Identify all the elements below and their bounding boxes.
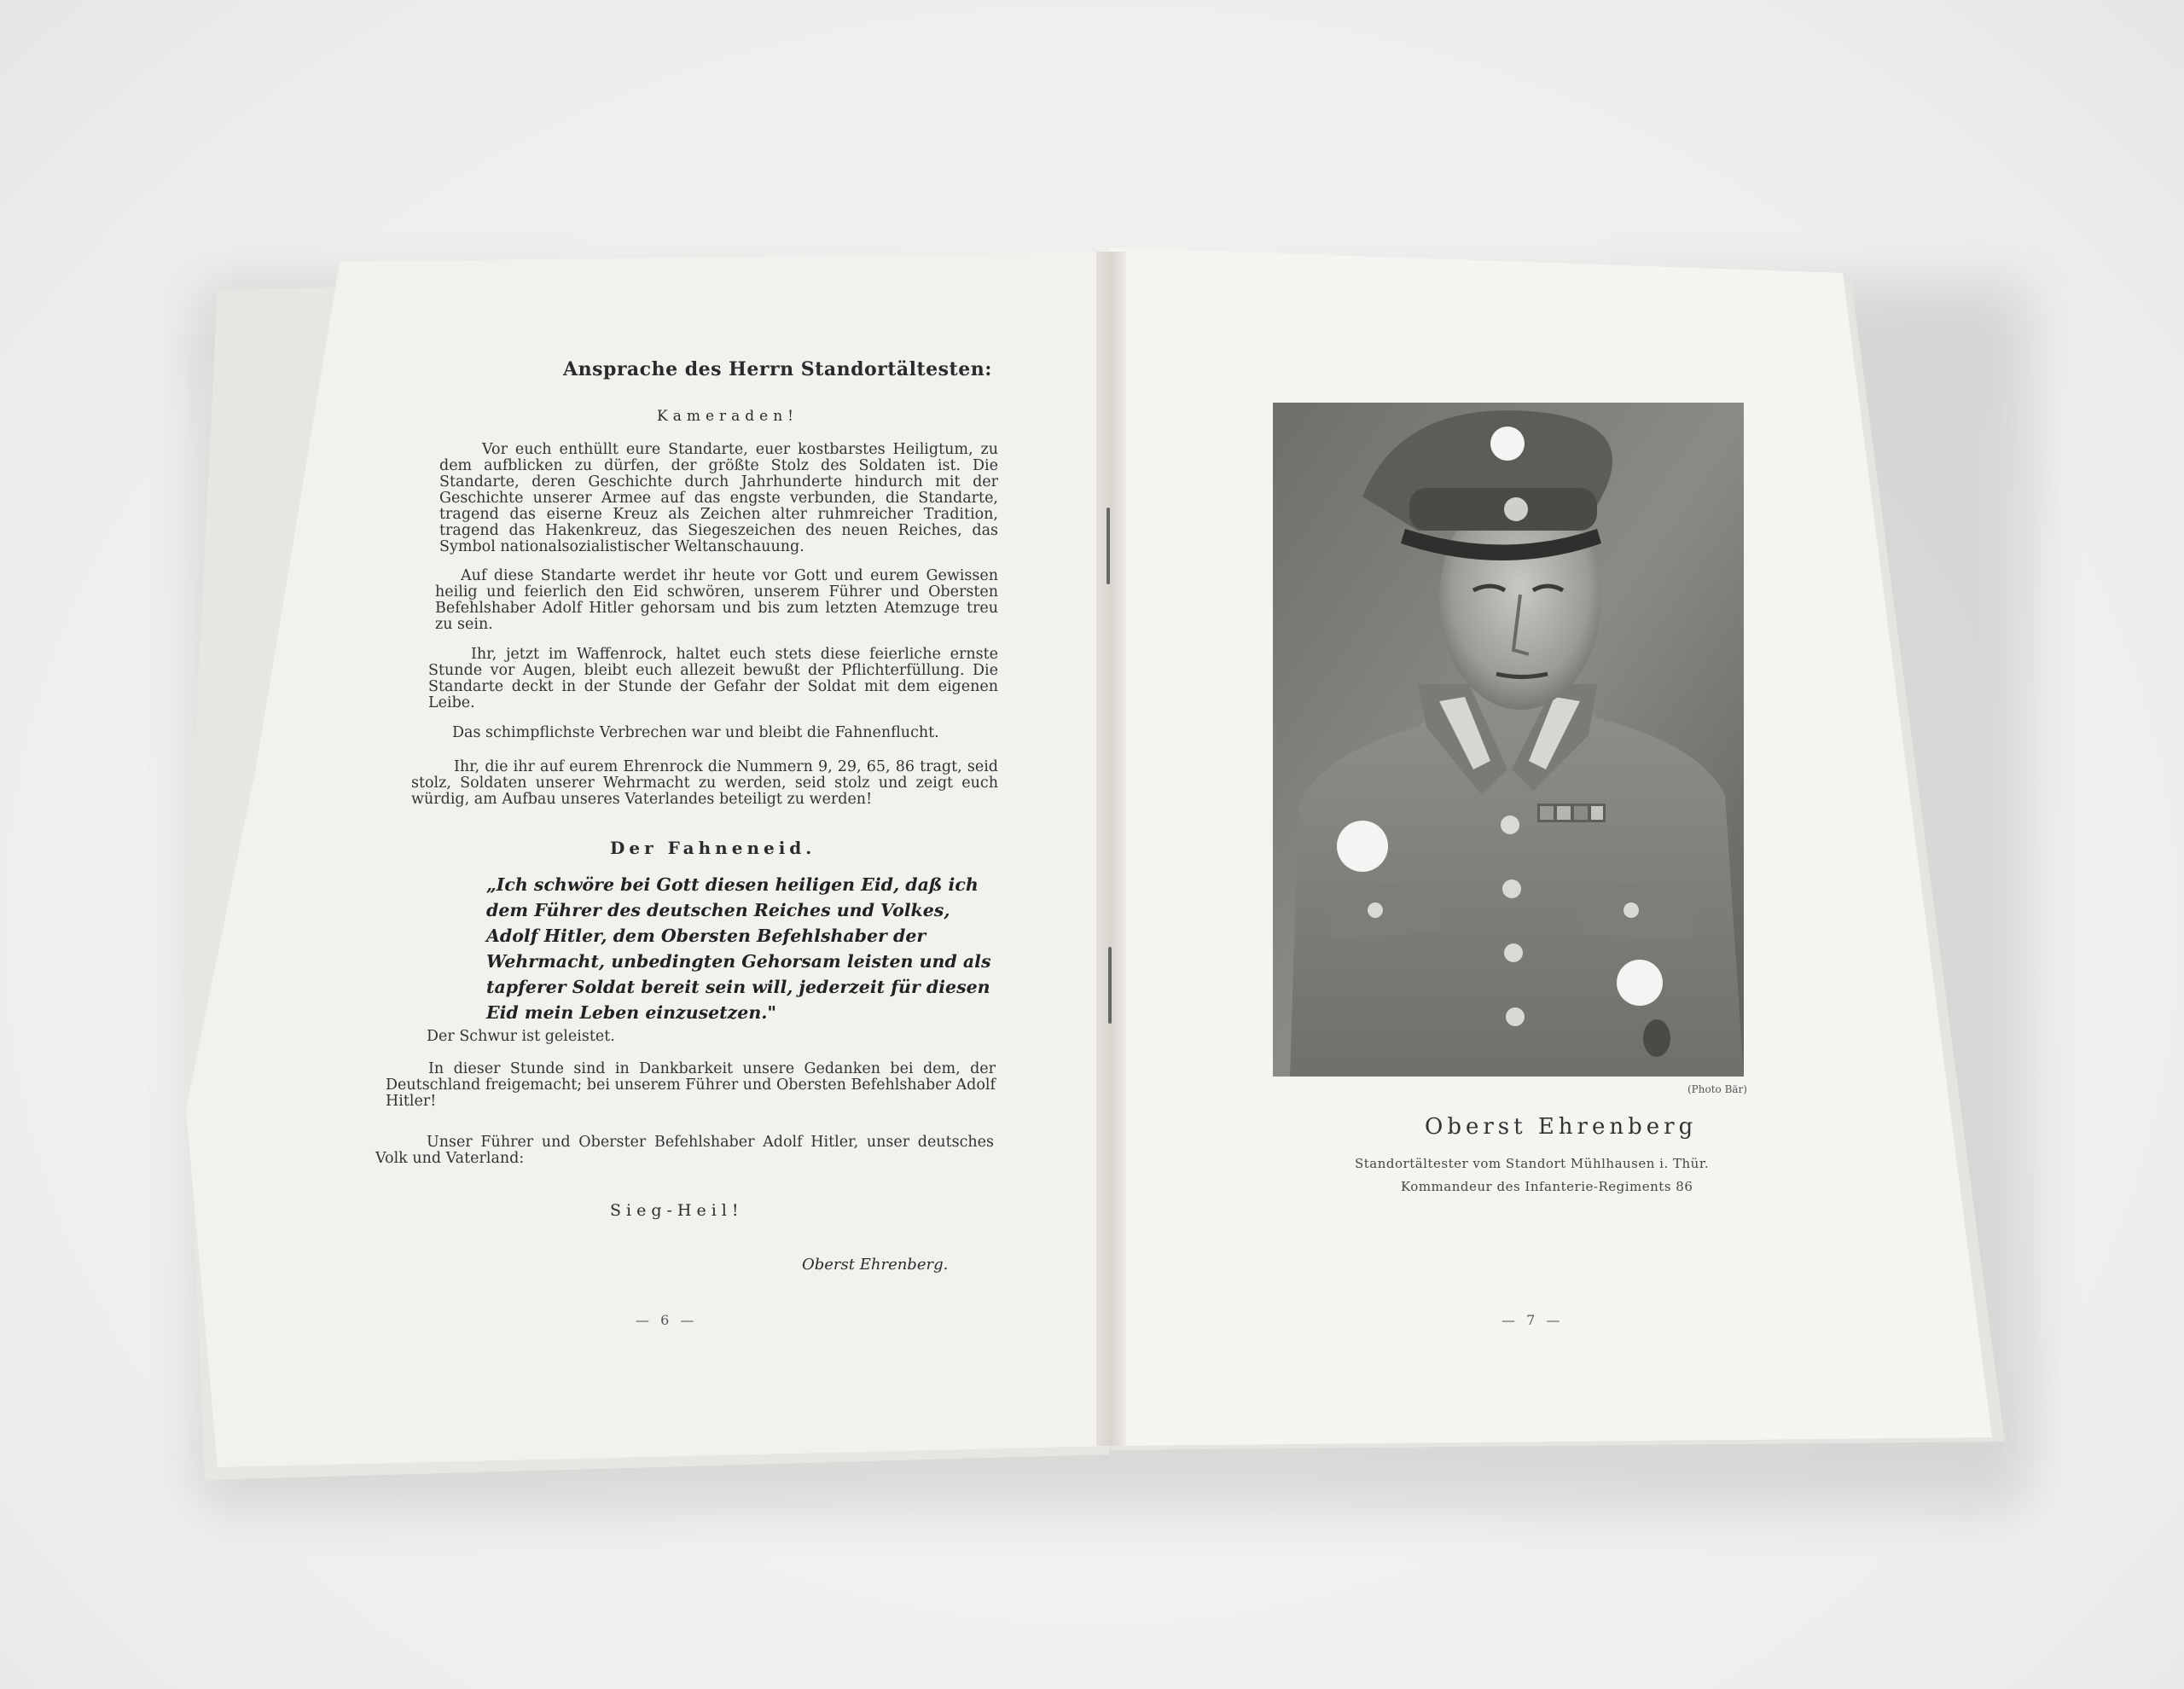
button bbox=[1501, 815, 1519, 834]
oath-text: „Ich schwöre bei Gott diesen heiligen Eid, daß ich dem Führer des deutschen Reiches und Volkes, Adolf Hitler, dem Obersten Befehlshaber der Wehrmacht, unbedingten Gehorsam leisten und als tapferer Soldat bereit sein will, jederzeit für diesen Eid mein Leben einzusetzen." bbox=[486, 874, 991, 1023]
badge bbox=[1643, 1019, 1670, 1057]
salutation: Kameraden! bbox=[657, 408, 799, 425]
cap-band bbox=[1409, 488, 1597, 531]
breast-eagle-blot bbox=[1337, 821, 1388, 872]
left-page-content bbox=[341, 290, 1109, 1425]
after-oath-1: Der Schwur ist geleistet. bbox=[427, 1028, 615, 1045]
button bbox=[1504, 943, 1523, 962]
closing-salute: Sieg-Heil! bbox=[610, 1201, 744, 1220]
cap-eagle-blot bbox=[1490, 427, 1525, 461]
paragraph-3: Ihr, jetzt im Waffenrock, haltet euch stets diese feierliche ernste Stunde vor Augen, bleibt euch allezeit bewußt der Pflichterfüllung. Die Standarte deckt in der Stunde der Gefahr der Soldat mit dem eigenen Leibe. bbox=[428, 646, 998, 711]
after-oath-3: Unser Führer und Oberster Befehlshaber Adolf Hitler, unser deutsches Volk und Vaterland: bbox=[375, 1134, 994, 1167]
cap-cockade bbox=[1504, 497, 1528, 521]
caption-line-2: Kommandeur des Infanterie-Regiments 86 bbox=[1401, 1179, 1693, 1194]
page-number-left: — 6 — bbox=[636, 1312, 698, 1328]
button bbox=[1368, 903, 1383, 918]
portrait-photo bbox=[1273, 403, 1744, 1077]
button bbox=[1623, 903, 1639, 918]
paragraph-4: Das schimpflichste Verbrechen war und bleibt die Fahnenflucht. bbox=[452, 724, 939, 741]
photo-credit: (Photo Bär) bbox=[1687, 1083, 1747, 1095]
caption-line-1: Standortältester vom Standort Mühlhausen i. Thür. bbox=[1355, 1156, 1710, 1171]
right-page-content bbox=[1160, 282, 1843, 1416]
page-number-right: — 7 — bbox=[1502, 1312, 1564, 1328]
signature: Oberst Ehrenberg. bbox=[802, 1256, 949, 1274]
paragraph-1: Vor euch enthüllt eure Standarte, euer kostbarstes Heiligtum, zu dem aufblicken zu dürfen, der größte Stolz des Soldaten ist. Die Standarte, deren Geschichte durch Jahrhunderte hindurch mit der Geschichte unserer Armee auf das engste verbunden, die Standarte, tragend das eiserne Kreuz als Zeichen alter ruhmreicher Tradition, tragend das Hakenkreuz, das Siegeszeichen des neuen Reiches, das Symbol nationalsozialistischer Weltanschauung. bbox=[439, 441, 998, 555]
after-oath-2: In dieser Stunde sind in Dankbarkeit unsere Gedanken bei dem, der Deutschland freigemacht; bei unserem Führer und Obersten Befehlshaber Adolf Hitler! bbox=[386, 1060, 996, 1110]
button bbox=[1502, 879, 1521, 898]
speech-heading: Ansprache des Herrn Standortältesten: bbox=[563, 358, 992, 380]
oath-title: Der Fahneneid. bbox=[610, 838, 816, 858]
officer-portrait bbox=[1273, 403, 1744, 1077]
paragraph-5: Ihr, die ihr auf eurem Ehrenrock die Nummern 9, 29, 65, 86 tragt, seid stolz, Soldaten unserer Wehrmacht zu werden, seid stolz und zeigt euch würdig, am Aufbau unseres Vaterlandes beteiligt zu werden! bbox=[411, 758, 998, 808]
medal-blot bbox=[1617, 960, 1663, 1006]
button bbox=[1506, 1007, 1525, 1026]
paragraph-2: Auf diese Standarte werdet ihr heute vor Gott und eurem Gewissen heilig und feierlich den Eid schwören, unserem Führer und Obersten Befehlshaber Adolf Hitler gehorsam und bis zum letzten Atemzuge treu zu sein. bbox=[435, 567, 998, 633]
caption-name: Oberst Ehrenberg bbox=[1425, 1114, 1698, 1140]
pocket-left bbox=[1324, 880, 1443, 938]
